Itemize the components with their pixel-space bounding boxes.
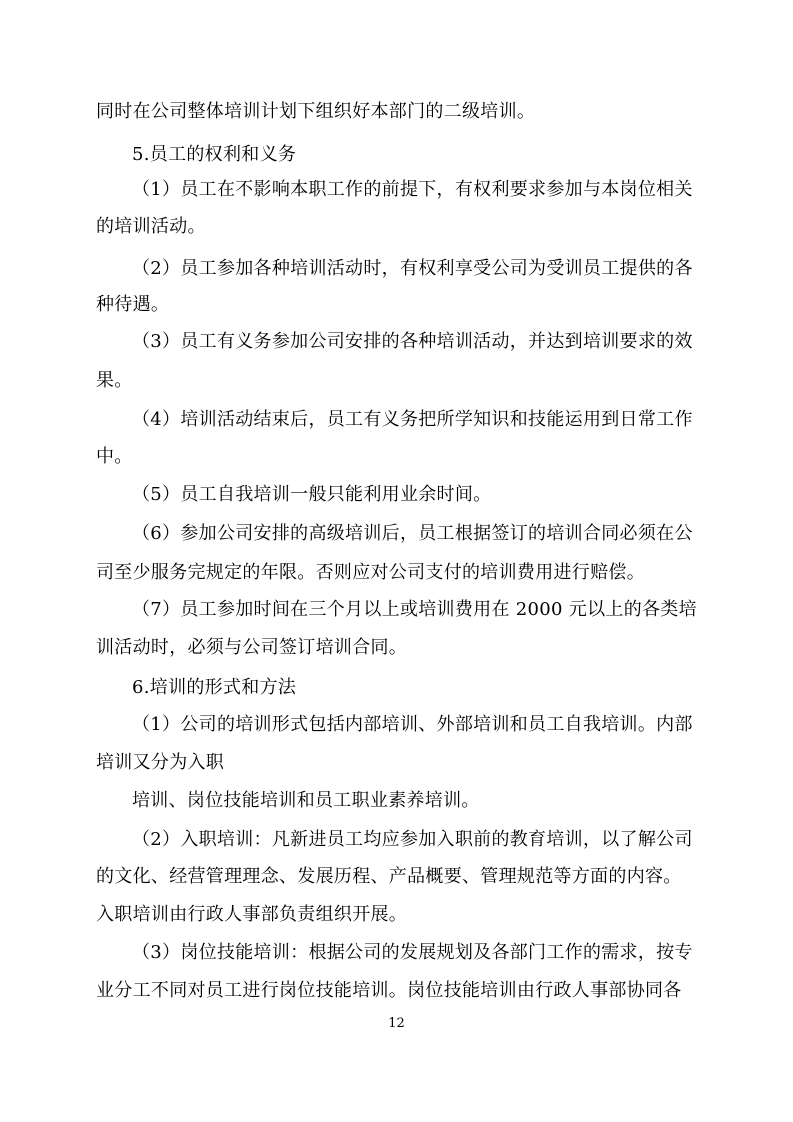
text-line: （5）员工自我培训一般只能利用业余时间。 [132, 484, 492, 505]
text-line: （6）参加公司安排的高级培训后，员工根据签订的培训合同必须在公 [132, 523, 693, 544]
text-line: （2）入职培训：凡新进员工均应参加入职前的教育培训，以了解公司 [132, 829, 693, 850]
section-heading: 5.员工的权利和义务 [132, 144, 297, 165]
text-line: 司至少服务完规定的年限。否则应对公司支付的培训费用进行赔偿。 [96, 562, 645, 583]
text-line: （1）员工在不影响本职工作的前提下，有权利要求参加与本岗位相关 [132, 179, 693, 200]
text-line: 的文化、经营管理理念、发展历程、产品概要、管理规范等方面的内容。 [96, 866, 682, 887]
text-line: （7）员工参加时间在三个月以上或培训费用在 2000 元以上的各类培 [132, 599, 697, 620]
text-line: 的培训活动。 [96, 216, 206, 237]
text-line: （3）员工有义务参加公司安排的各种培训活动，并达到培训要求的效 [132, 331, 693, 352]
text-line: （3）岗位技能培训：根据公司的发展规划及各部门工作的需求，按专 [132, 942, 693, 963]
text-line: 训活动时，必须与公司签订培训合同。 [96, 637, 408, 658]
text-line: 培训又分为入职 [96, 752, 225, 773]
text-line: 培训、岗位技能培训和员工职业素养培训。 [132, 790, 480, 811]
text-line: （4）培训活动结束后，员工有义务把所学知识和技能运用到日常工作 [132, 409, 693, 430]
text-line: 业分工不同对员工进行岗位技能培训。岗位技能培训由行政人事部协同各 [96, 980, 682, 1001]
text-line: 入职培训由行政人事部负责组织开展。 [96, 904, 408, 925]
text-line: （2）员工参加各种培训活动时，有权利享受公司为受训员工提供的各 [132, 258, 693, 279]
text-line: 果。 [96, 370, 133, 391]
text-line: 同时在公司整体培训计划下组织好本部门的二级培训。 [96, 101, 536, 122]
section-heading: 6.培训的形式和方法 [132, 677, 297, 698]
text-line: 中。 [96, 446, 133, 467]
text-line: （1）公司的培训形式包括内部培训、外部培训和员工自我培训。内部 [132, 714, 693, 735]
page-number: 12 [388, 1016, 405, 1031]
text-line: 种待遇。 [96, 294, 170, 315]
